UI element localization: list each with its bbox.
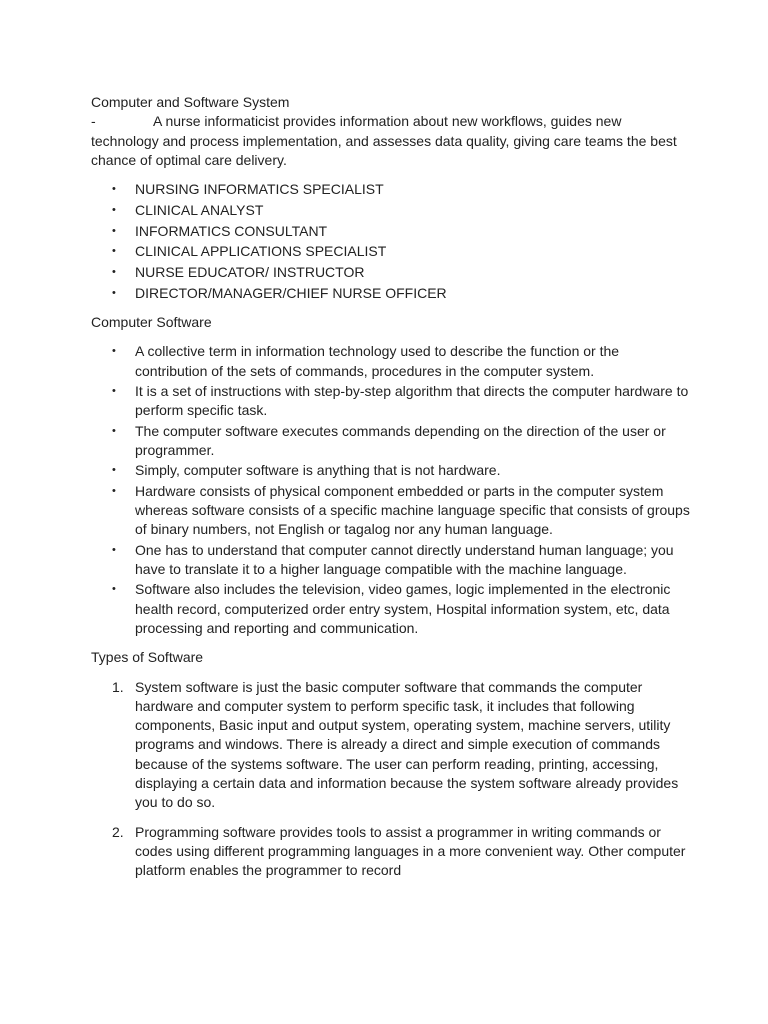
point-text: It is a set of instructions with step-by-step algorithm that directs the computer hardware to perform specific task. — [135, 382, 689, 419]
role-text: INFORMATICS CONSULTANT — [135, 222, 328, 239]
bullet-icon: • — [112, 203, 116, 216]
computer-software-list — [91, 342, 691, 638]
document-title: Computer and Software System — [91, 94, 290, 110]
type-text: System software is just the basic computer software that commands the computer hardware and computer system to perform specific task, it includes that following components, Basic input and output system, operating system, machine servers, utility programs and windows. There is already a direct and simple execution of commands because of the systems software. The user can perform reading, printing, accessing, displaying a certain data and information because the system software already provides you to do so. — [135, 678, 679, 811]
bullet-icon: • — [112, 384, 116, 397]
role-text: NURSE EDUCATOR/ INSTRUCTOR — [135, 263, 365, 280]
bullet-icon: • — [112, 583, 116, 596]
list-item — [91, 284, 691, 303]
item-number: 1. — [112, 678, 124, 695]
list-item — [91, 342, 691, 381]
bullet-icon: • — [112, 183, 116, 196]
bullet-icon: • — [112, 286, 116, 299]
types-heading: Types of Software — [91, 649, 204, 666]
point-text: Hardware consists of physical component embedded or parts in the computer system whereas software consists of a specific machine language specific that consists of groups of binary numbers, not English or tagalog nor any human language. — [135, 482, 690, 538]
bullet-icon: • — [112, 265, 116, 278]
point-text: The computer software executes commands depending on the direction of the user or programmer. — [135, 422, 666, 458]
point-text: Simply, computer software is anything that is not hardware. — [135, 462, 501, 479]
list-item — [91, 461, 691, 480]
bullet-icon: • — [112, 345, 116, 358]
type-text: Programming software provides tools to assist a programmer in writing commands or codes using different programming languages in a more convenient way. Other computer platform enables the programmer to record — [135, 823, 686, 879]
list-item — [91, 580, 691, 638]
list-item — [91, 180, 691, 199]
point-text: One has to understand that computer cannot directly understand human language; you have to translate it to a higher language compatible with the machine language. — [135, 541, 674, 577]
roles-list — [91, 180, 691, 303]
intro-paragraph — [91, 112, 691, 170]
bullet-icon: • — [112, 424, 116, 437]
list-item — [91, 222, 691, 241]
point-text: Software also includes the television, video games, logic implemented in the electronic health record, computerized order entry system, Hospital information system, etc, data processing and reporting and communication. — [135, 581, 671, 636]
list-item — [91, 201, 691, 220]
list-item — [91, 482, 691, 540]
role-text: CLINICAL APPLICATIONS SPECIALIST — [135, 243, 387, 260]
list-item — [91, 541, 691, 580]
bullet-icon: • — [112, 224, 116, 237]
bullet-icon: • — [112, 245, 116, 258]
types-list — [91, 678, 691, 881]
list-item — [91, 422, 691, 461]
list-item — [91, 242, 691, 261]
item-number: 2. — [112, 823, 124, 840]
role-text: NURSING INFORMATICS SPECIALIST — [135, 181, 384, 198]
bullet-icon: • — [112, 484, 116, 497]
intro-dash: - — [91, 113, 96, 130]
role-text: CLINICAL ANALYST — [135, 201, 264, 218]
list-item — [91, 823, 691, 881]
bullet-icon: • — [112, 464, 116, 477]
list-item — [91, 678, 691, 813]
list-item — [91, 263, 691, 282]
role-text: DIRECTOR/MANAGER/CHIEF NURSE OFFICER — [135, 284, 447, 301]
bullet-icon: • — [112, 543, 116, 556]
document-content — [91, 93, 691, 891]
list-item — [91, 382, 691, 421]
computer-software-heading: Computer Software — [91, 313, 212, 330]
point-text: A collective term in information technology used to describe the function or the contribution of the sets of commands, procedures in the computer system. — [135, 343, 620, 379]
intro-text: A nurse informaticist provides information about new workflows, guides new technology and process implementation, and assesses data quality, giving care teams the best chance of optimal care delivery. — [91, 113, 677, 168]
